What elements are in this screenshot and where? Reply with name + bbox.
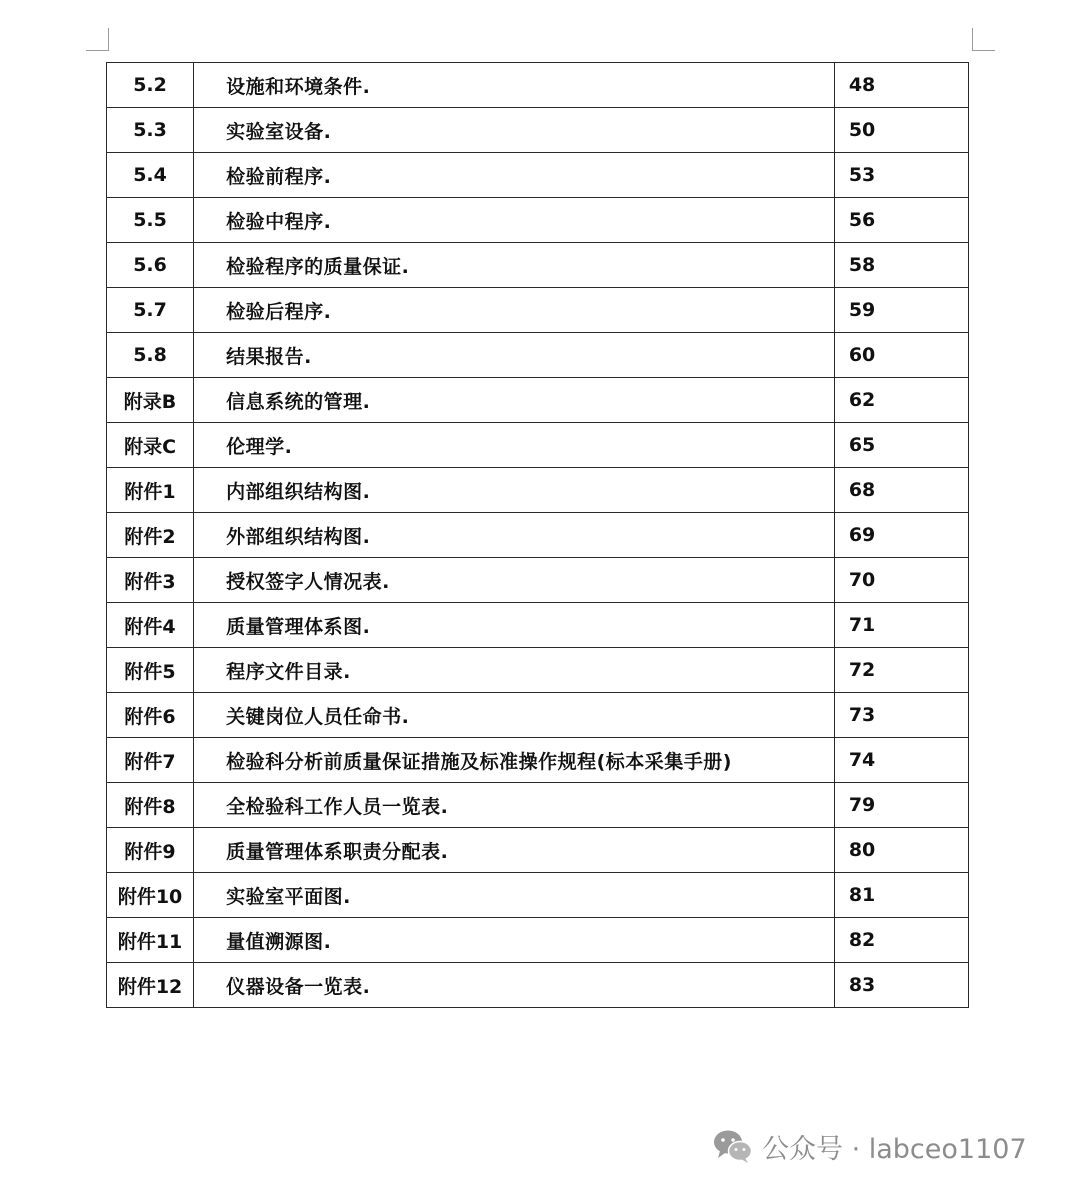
toc-page: 56 — [834, 198, 968, 243]
toc-page: 81 — [834, 873, 968, 918]
toc-title: 质量管理体系图. — [194, 603, 835, 648]
toc-title: 仪器设备一览表. — [194, 963, 835, 1008]
toc-number: 附件3 — [107, 558, 194, 603]
toc-body — [107, 63, 969, 1008]
toc-page: 83 — [834, 963, 968, 1008]
toc-number: 附件10 — [107, 873, 194, 918]
table-row — [107, 378, 969, 423]
toc-number: 5.5 — [107, 198, 194, 243]
toc-page: 50 — [834, 108, 968, 153]
table-row — [107, 243, 969, 288]
table-row — [107, 198, 969, 243]
table-row — [107, 873, 969, 918]
toc-title: 外部组织结构图. — [194, 513, 835, 558]
toc-number: 5.3 — [107, 108, 194, 153]
table-row — [107, 468, 969, 513]
toc-page: 59 — [834, 288, 968, 333]
toc-number: 5.4 — [107, 153, 194, 198]
table-row — [107, 288, 969, 333]
wechat-icon — [712, 1128, 754, 1164]
toc-page: 70 — [834, 558, 968, 603]
toc-page: 71 — [834, 603, 968, 648]
toc-title: 关键岗位人员任命书. — [194, 693, 835, 738]
table-row — [107, 63, 969, 108]
toc-number: 附件9 — [107, 828, 194, 873]
toc-page: 53 — [834, 153, 968, 198]
toc-number: 附件11 — [107, 918, 194, 963]
toc-number: 附件1 — [107, 468, 194, 513]
table-row — [107, 738, 969, 783]
toc-title: 质量管理体系职责分配表. — [194, 828, 835, 873]
page-corner-mark-right — [972, 28, 995, 51]
table-row — [107, 108, 969, 153]
table-row — [107, 783, 969, 828]
table-row — [107, 963, 969, 1008]
toc-number: 附件5 — [107, 648, 194, 693]
table-row — [107, 558, 969, 603]
watermark — [712, 1126, 1027, 1166]
toc-title: 结果报告. — [194, 333, 835, 378]
toc-title: 检验后程序. — [194, 288, 835, 333]
toc-page: 48 — [834, 63, 968, 108]
watermark-text: 公众号 · labceo1107 — [762, 1133, 1027, 1165]
toc-title: 检验程序的质量保证. — [194, 243, 835, 288]
toc-number: 附件2 — [107, 513, 194, 558]
table-row — [107, 333, 969, 378]
table-row — [107, 828, 969, 873]
toc-page: 80 — [834, 828, 968, 873]
toc-title: 实验室设备. — [194, 108, 835, 153]
toc-number: 附件12 — [107, 963, 194, 1008]
toc-page: 58 — [834, 243, 968, 288]
toc-number: 附件4 — [107, 603, 194, 648]
toc-number: 5.7 — [107, 288, 194, 333]
table-of-contents — [106, 62, 969, 1008]
table-row — [107, 513, 969, 558]
page-corner-mark-left — [86, 28, 109, 51]
toc-page: 69 — [834, 513, 968, 558]
table-row — [107, 423, 969, 468]
toc-title: 程序文件目录. — [194, 648, 835, 693]
toc-page: 62 — [834, 378, 968, 423]
toc-title: 内部组织结构图. — [194, 468, 835, 513]
toc-number: 附件7 — [107, 738, 194, 783]
toc-title: 全检验科工作人员一览表. — [194, 783, 835, 828]
toc-page: 68 — [834, 468, 968, 513]
toc-page: 79 — [834, 783, 968, 828]
toc-page: 60 — [834, 333, 968, 378]
toc-title: 检验前程序. — [194, 153, 835, 198]
toc-title: 授权签字人情况表. — [194, 558, 835, 603]
table-row — [107, 648, 969, 693]
toc-number: 5.6 — [107, 243, 194, 288]
toc-title: 信息系统的管理. — [194, 378, 835, 423]
toc-page: 72 — [834, 648, 968, 693]
toc-page: 82 — [834, 918, 968, 963]
toc-page: 73 — [834, 693, 968, 738]
toc-title: 检验中程序. — [194, 198, 835, 243]
toc-title: 量值溯源图. — [194, 918, 835, 963]
toc-title: 设施和环境条件. — [194, 63, 835, 108]
toc-title: 伦理学. — [194, 423, 835, 468]
toc-page: 65 — [834, 423, 968, 468]
table-row — [107, 918, 969, 963]
toc-title: 检验科分析前质量保证措施及标准操作规程(标本采集手册) — [194, 738, 835, 783]
toc-page: 74 — [834, 738, 968, 783]
table-row — [107, 693, 969, 738]
toc-number: 5.2 — [107, 63, 194, 108]
toc-number: 附录B — [107, 378, 194, 423]
toc-number: 附件6 — [107, 693, 194, 738]
toc-number: 5.8 — [107, 333, 194, 378]
toc-number: 附件8 — [107, 783, 194, 828]
toc-title: 实验室平面图. — [194, 873, 835, 918]
table-row — [107, 603, 969, 648]
toc-number: 附录C — [107, 423, 194, 468]
table-row — [107, 153, 969, 198]
